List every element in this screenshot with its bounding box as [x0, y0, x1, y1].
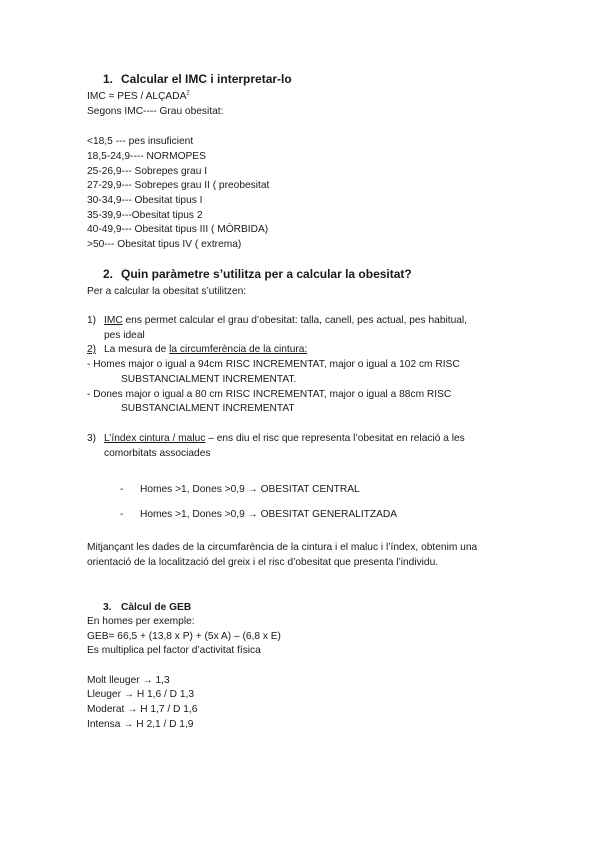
item-3-text: – ens diu el risc que representa l’obesitat en relació a les	[205, 433, 465, 444]
section-3-title: Càlcul de GEB	[121, 602, 192, 613]
item-2-prefix: La mesura de	[104, 344, 170, 355]
item-1-text-cont: pes ideal	[104, 330, 145, 341]
item-2-number: 2)	[87, 344, 97, 355]
grade-line: 27-29,9--- Sobrepes grau II ( preobesitat	[87, 180, 270, 191]
item-1-number: 1)	[87, 315, 97, 326]
grade-line: <18,5 --- pes insuficient	[87, 136, 194, 147]
grade-line: 25-26,9--- Sobrepes grau I	[87, 166, 208, 177]
item-1-term: IMC	[104, 315, 123, 326]
item-3-term: L’índex cintura / maluc	[104, 433, 206, 444]
activity-line: Intensa → H 2,1 / D 1,9	[87, 719, 194, 730]
section-1-heading	[103, 72, 292, 87]
bullet-dash: -	[120, 484, 124, 495]
section-2-heading	[103, 267, 412, 282]
section-1-title: Calcular el IMC i interpretar-lo	[121, 72, 292, 86]
section-2-intro: Per a calcular la obesitat s’utilitzen:	[87, 286, 247, 297]
item-2-men-line-cont: SUBSTANCIALMENT INCREMENTAT.	[121, 374, 297, 385]
section-2-number: 2.	[103, 267, 114, 281]
item-3-bullet	[120, 483, 360, 496]
activity-line: Moderat → H 1,7 / D 1,6	[87, 704, 198, 715]
item-3-text-cont: comorbitats associades	[104, 448, 211, 459]
imc-formula	[87, 90, 190, 103]
item-2	[87, 343, 307, 356]
grade-line: 18,5-24,9---- NORMOPES	[87, 151, 206, 162]
imc-formula-sup: 2	[186, 90, 190, 97]
section-3-heading	[103, 601, 191, 614]
item-2-men-line: - Homes major o igual a 94cm RISC INCREMENTAT, major o igual a 102 cm RISC	[87, 359, 460, 370]
bullet-text: Homes >1, Dones >0,9 → OBESITAT CENTRAL	[140, 484, 360, 495]
bullet-text: Homes >1, Dones >0,9 → OBESITAT GENERALITZADA	[140, 509, 398, 520]
grade-line: 30-34,9--- Obesitat tipus I	[87, 195, 203, 206]
item-3-bullet	[120, 508, 397, 521]
item-3	[87, 432, 465, 445]
imc-formula-text: IMC = PES / ALÇADA	[87, 91, 187, 102]
geb-multiply-note: Es multiplica pel factor d’activitat física	[87, 645, 261, 656]
grade-line: >50--- Obesitat tipus IV ( extrema)	[87, 239, 242, 250]
item-3-number: 3)	[87, 433, 97, 444]
item-2-women-line: - Dones major o igual a 80 cm RISC INCREMENTAT, major o igual a 88cm RISC	[87, 389, 452, 400]
section-2-title: Quin paràmetre s’utilitza per a calcular la obesitat?	[121, 267, 412, 281]
item-2-term: la circumferència de la cintura:	[169, 344, 308, 355]
grade-line: 40-49,9--- Obesitat tipus III ( MÒRBIDA)	[87, 224, 269, 235]
section-1-number: 1.	[103, 72, 114, 86]
bullet-dash: -	[120, 509, 124, 520]
activity-line: Lleuger → H 1,6 / D 1,3	[87, 689, 195, 700]
item-2-women-line-cont: SUBSTANCIALMENT INCREMENTAT	[121, 403, 295, 414]
grades-intro: Segons IMC---- Grau obesitat:	[87, 106, 224, 117]
grade-line: 35-39,9---Obesitat tipus 2	[87, 210, 203, 221]
section-3-number: 3.	[103, 602, 112, 613]
geb-formula: GEB= 66,5 + (13,8 x P) + (5x A) – (6,8 x E)	[87, 631, 281, 642]
activity-line: Molt lleuger → 1,3	[87, 675, 170, 686]
item-1	[87, 314, 467, 327]
conclusion-line-cont: orientació de la localització del greix i el risc d’obesitat que presenta l’individu.	[87, 557, 439, 568]
item-1-text: ens permet calcular el grau d’obesitat: talla, canell, pes actual, pes habitual,	[122, 315, 467, 326]
conclusion-line: Mitjançant les dades de la circumfarència de la cintura i el maluc i l’índex, obtenim una	[87, 542, 478, 553]
geb-example-intro: En homes per exemple:	[87, 616, 195, 627]
